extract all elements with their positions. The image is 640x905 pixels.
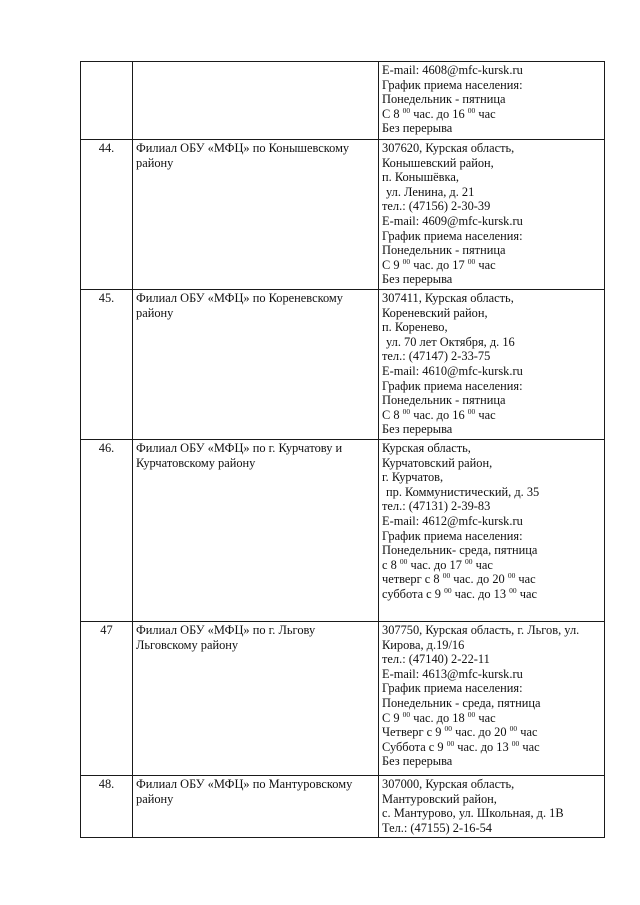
table-row	[81, 290, 605, 440]
table-row	[81, 776, 605, 838]
branch-contacts: E-mail: 4608@mfc-kursk.ru График приема населения: Понедельник - пятница С 8 $^{00}$ час. до 16 $^{00}$ час Без перерыва	[379, 62, 605, 140]
branch-contacts: 307620, Курская область, Конышевский район, п. Конышёвка, ул. Ленина, д. 21 тел.: (47156) 2-30-39 E-mail: 4609@mfc-kursk.ru График приема населения: Понедельник - пятница С 9 $^{00}$ час. до 17 $^{00}$ час Без перерыва	[379, 140, 605, 290]
row-number: 48.	[81, 776, 133, 838]
branch-name: Филиал ОБУ «МФЦ» по г. Льгову Льговскому району	[133, 622, 379, 776]
row-number: 45.	[81, 290, 133, 440]
branch-contacts: 307411, Курская область, Кореневский район, п. Коренево, ул. 70 лет Октября, д. 16 тел.: (47147) 2-33-75 E-mail: 4610@mfc-kursk.ru График приема населения: Понедельник - пятница С 8 $^{00}$ час. до 16 $^{00}$ час Без перерыва	[379, 290, 605, 440]
branch-name: Филиал ОБУ «МФЦ» по Мантуровскому району	[133, 776, 379, 838]
branch-name: Филиал ОБУ «МФЦ» по Конышевскому району	[133, 140, 379, 290]
branch-name: Филиал ОБУ «МФЦ» по г. Курчатову и Курчатовскому району	[133, 440, 379, 622]
table-row	[81, 140, 605, 290]
branch-contacts: Курская область, Курчатовский район, г. Курчатов, пр. Коммунистический, д. 35 тел.: (47131) 2-39-83 E-mail: 4612@mfc-kursk.ru График приема населения: Понедельник- среда, пятница с 8 $^{00}$ час. до 17 $^{00}$ час четверг с 8 $^{00}$ час. до 20 $^{00}$ час суббота с 9 $^{00}$ час. до 13 $^{00}$ час	[379, 440, 605, 622]
branch-contacts: 307750, Курская область, г. Льгов, ул. Кирова, д.19/16 тел.: (47140) 2-22-11 E-mail: 4613@mfc-kursk.ru График приема населения: Понедельник - среда, пятница С 9 $^{00}$ час. до 18 $^{00}$ час Четверг с 9 $^{00}$ час. до 20 $^{00}$ час Суббота с 9 $^{00}$ час. до 13 $^{00}$ час Без перерыва	[379, 622, 605, 776]
table-row	[81, 440, 605, 622]
row-number: 46.	[81, 440, 133, 622]
branch-name: Филиал ОБУ «МФЦ» по Кореневскому району	[133, 290, 379, 440]
row-number: 44.	[81, 140, 133, 290]
table-row	[81, 622, 605, 776]
row-number: 47	[81, 622, 133, 776]
row-number	[81, 62, 133, 140]
branch-name	[133, 62, 379, 140]
branch-contacts: 307000, Курская область, Мантуровский район, с. Мантурово, ул. Школьная, д. 1В Тел.: (47155) 2-16-54	[379, 776, 605, 838]
table-row	[81, 62, 605, 140]
mfc-branches-table	[80, 61, 605, 838]
